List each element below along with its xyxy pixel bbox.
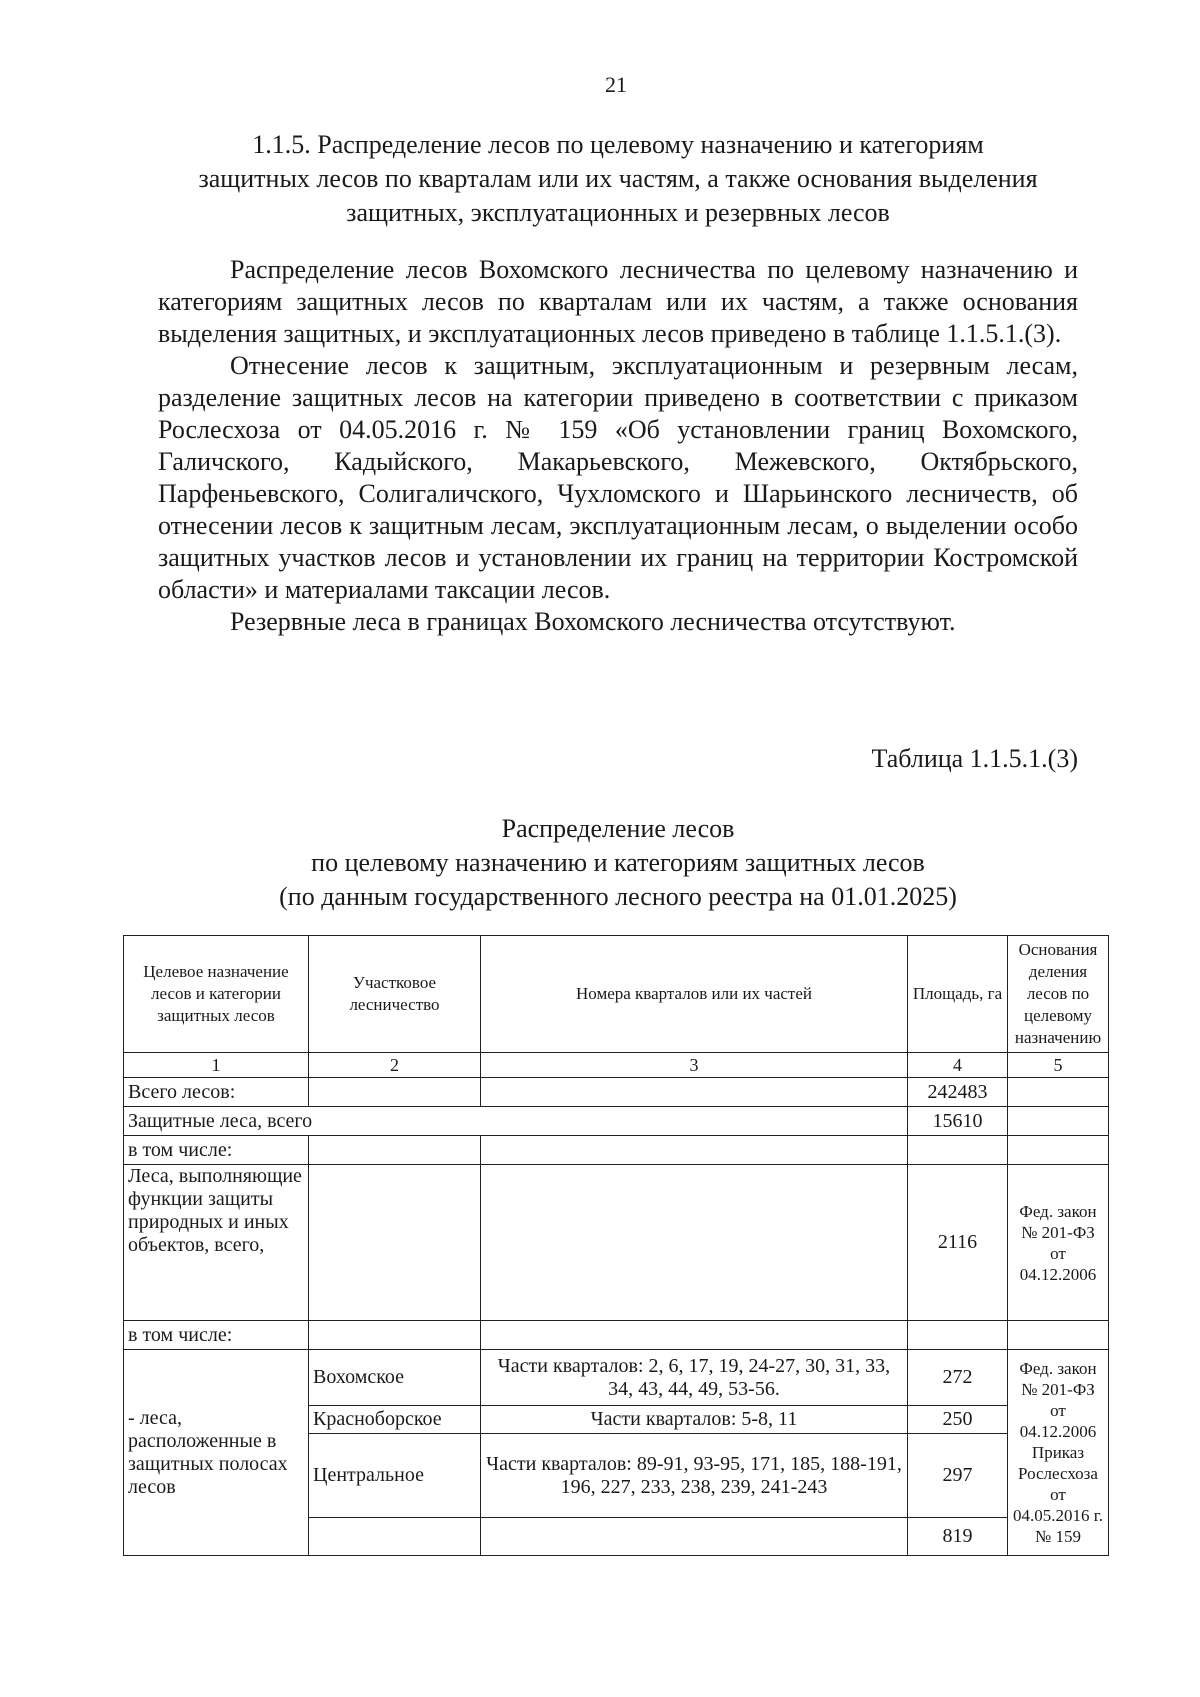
header-basis: Основания деления лесов по целевому назначению	[1008, 936, 1109, 1053]
row-label: в том числе:	[124, 1136, 309, 1165]
basis-cell: Фед. закон № 201-ФЗ от 04.12.2006	[1008, 1165, 1109, 1321]
heading-line: защитных лесов по кварталам или их частям, а также основания выделения	[198, 164, 1038, 193]
section-heading	[158, 128, 1078, 230]
area-value: 15610	[908, 1107, 1008, 1136]
district-cell: Вохомское	[309, 1350, 481, 1406]
column-number: 4	[908, 1053, 1008, 1078]
forest-distribution-table	[123, 935, 1109, 1556]
area-value: 819	[908, 1518, 1008, 1556]
table-title-line: (по данным государственного лесного реестра на 01.01.2025)	[279, 882, 957, 911]
column-number: 2	[309, 1053, 481, 1078]
table-row	[124, 1078, 1109, 1107]
body-text	[158, 254, 1078, 638]
quarters-cell: Части кварталов: 5-8, 11	[481, 1406, 908, 1434]
table-caption: Таблица 1.1.5.1.(3)	[871, 744, 1078, 773]
row-label: Леса, выполняющие функции защиты природных и иных объектов, всего,	[124, 1165, 309, 1321]
header-area: Площадь, га	[908, 936, 1008, 1053]
header-purpose: Целевое назначение лесов и категории защитных лесов	[124, 936, 309, 1053]
header-district: Участковое лесничество	[309, 936, 481, 1053]
table-title	[158, 812, 1078, 914]
table-header-row	[124, 936, 1109, 1053]
heading-line: защитных, эксплуатационных и резервных лесов	[346, 198, 890, 227]
table-title-line: по целевому назначению и категориям защитных лесов	[311, 848, 925, 877]
district-cell: Красноборское	[309, 1406, 481, 1434]
row-label: Всего лесов:	[124, 1078, 309, 1107]
row-label: в том числе:	[124, 1321, 309, 1350]
paragraph: Резервные леса в границах Вохомского лесничества отсутствуют.	[230, 607, 956, 636]
district-cell: Центральное	[309, 1434, 481, 1518]
quarters-cell: Части кварталов: 2, 6, 17, 19, 24-27, 30, 31, 33, 34, 43, 44, 49, 53-56.	[481, 1350, 908, 1406]
column-number: 3	[481, 1053, 908, 1078]
table-title-line: Распределение лесов	[501, 814, 735, 843]
table-row	[124, 1321, 1109, 1350]
area-value: 272	[908, 1350, 1008, 1406]
heading-line: 1.1.5. Распределение лесов по целевому назначению и категориям	[252, 130, 984, 159]
table-row	[124, 1165, 1109, 1321]
area-value: 297	[908, 1434, 1008, 1518]
row-label: Защитные леса, всего	[124, 1107, 908, 1136]
row-label: - леса, расположенные в защитных полосах лесов	[124, 1350, 309, 1556]
header-quarters: Номера кварталов или их частей	[481, 936, 908, 1053]
paragraph: Распределение лесов Вохомского лесничества по целевому назначению и категориям защитных лесов по кварталам или их частям, а также основания выделения защитных, и эксплуатационных лесов приведено в таблице 1.1.5.1.(3).	[158, 255, 1078, 348]
paragraph: Отнесение лесов к защитным, эксплуатационным и резервным лесам, разделение защитных лесов на категории приведено в соответствии с приказом Рослесхоза от 04.05.2016 г. № 159 «Об установлении границ Вохомского, Галичского, Кадыйского, Макарьевского, Межевского, Октябрьского, Парфеньевского, Солигаличского, Чухломского и Шарьинского лесничеств, об отнесении лесов к защитным лесам, эксплуатационным лесам, о выделении особо защитных участков лесов и установлении их границ на территории Костромской области» и материалами таксации лесов.	[158, 351, 1078, 604]
area-value: 250	[908, 1406, 1008, 1434]
table-row	[124, 1350, 1109, 1406]
area-value: 242483	[908, 1078, 1008, 1107]
area-value: 2116	[908, 1165, 1008, 1321]
column-number: 5	[1008, 1053, 1109, 1078]
page-number: 21	[605, 72, 627, 97]
table-row	[124, 1107, 1109, 1136]
basis-cell: Фед. закон № 201-ФЗ от 04.12.2006 Приказ Рослесхоза от 04.05.2016 г. № 159	[1008, 1350, 1109, 1556]
column-number: 1	[124, 1053, 309, 1078]
column-number-row	[124, 1053, 1109, 1078]
quarters-cell: Части кварталов: 89-91, 93-95, 171, 185, 188-191, 196, 227, 233, 238, 239, 241-243	[481, 1434, 908, 1518]
table-row	[124, 1136, 1109, 1165]
